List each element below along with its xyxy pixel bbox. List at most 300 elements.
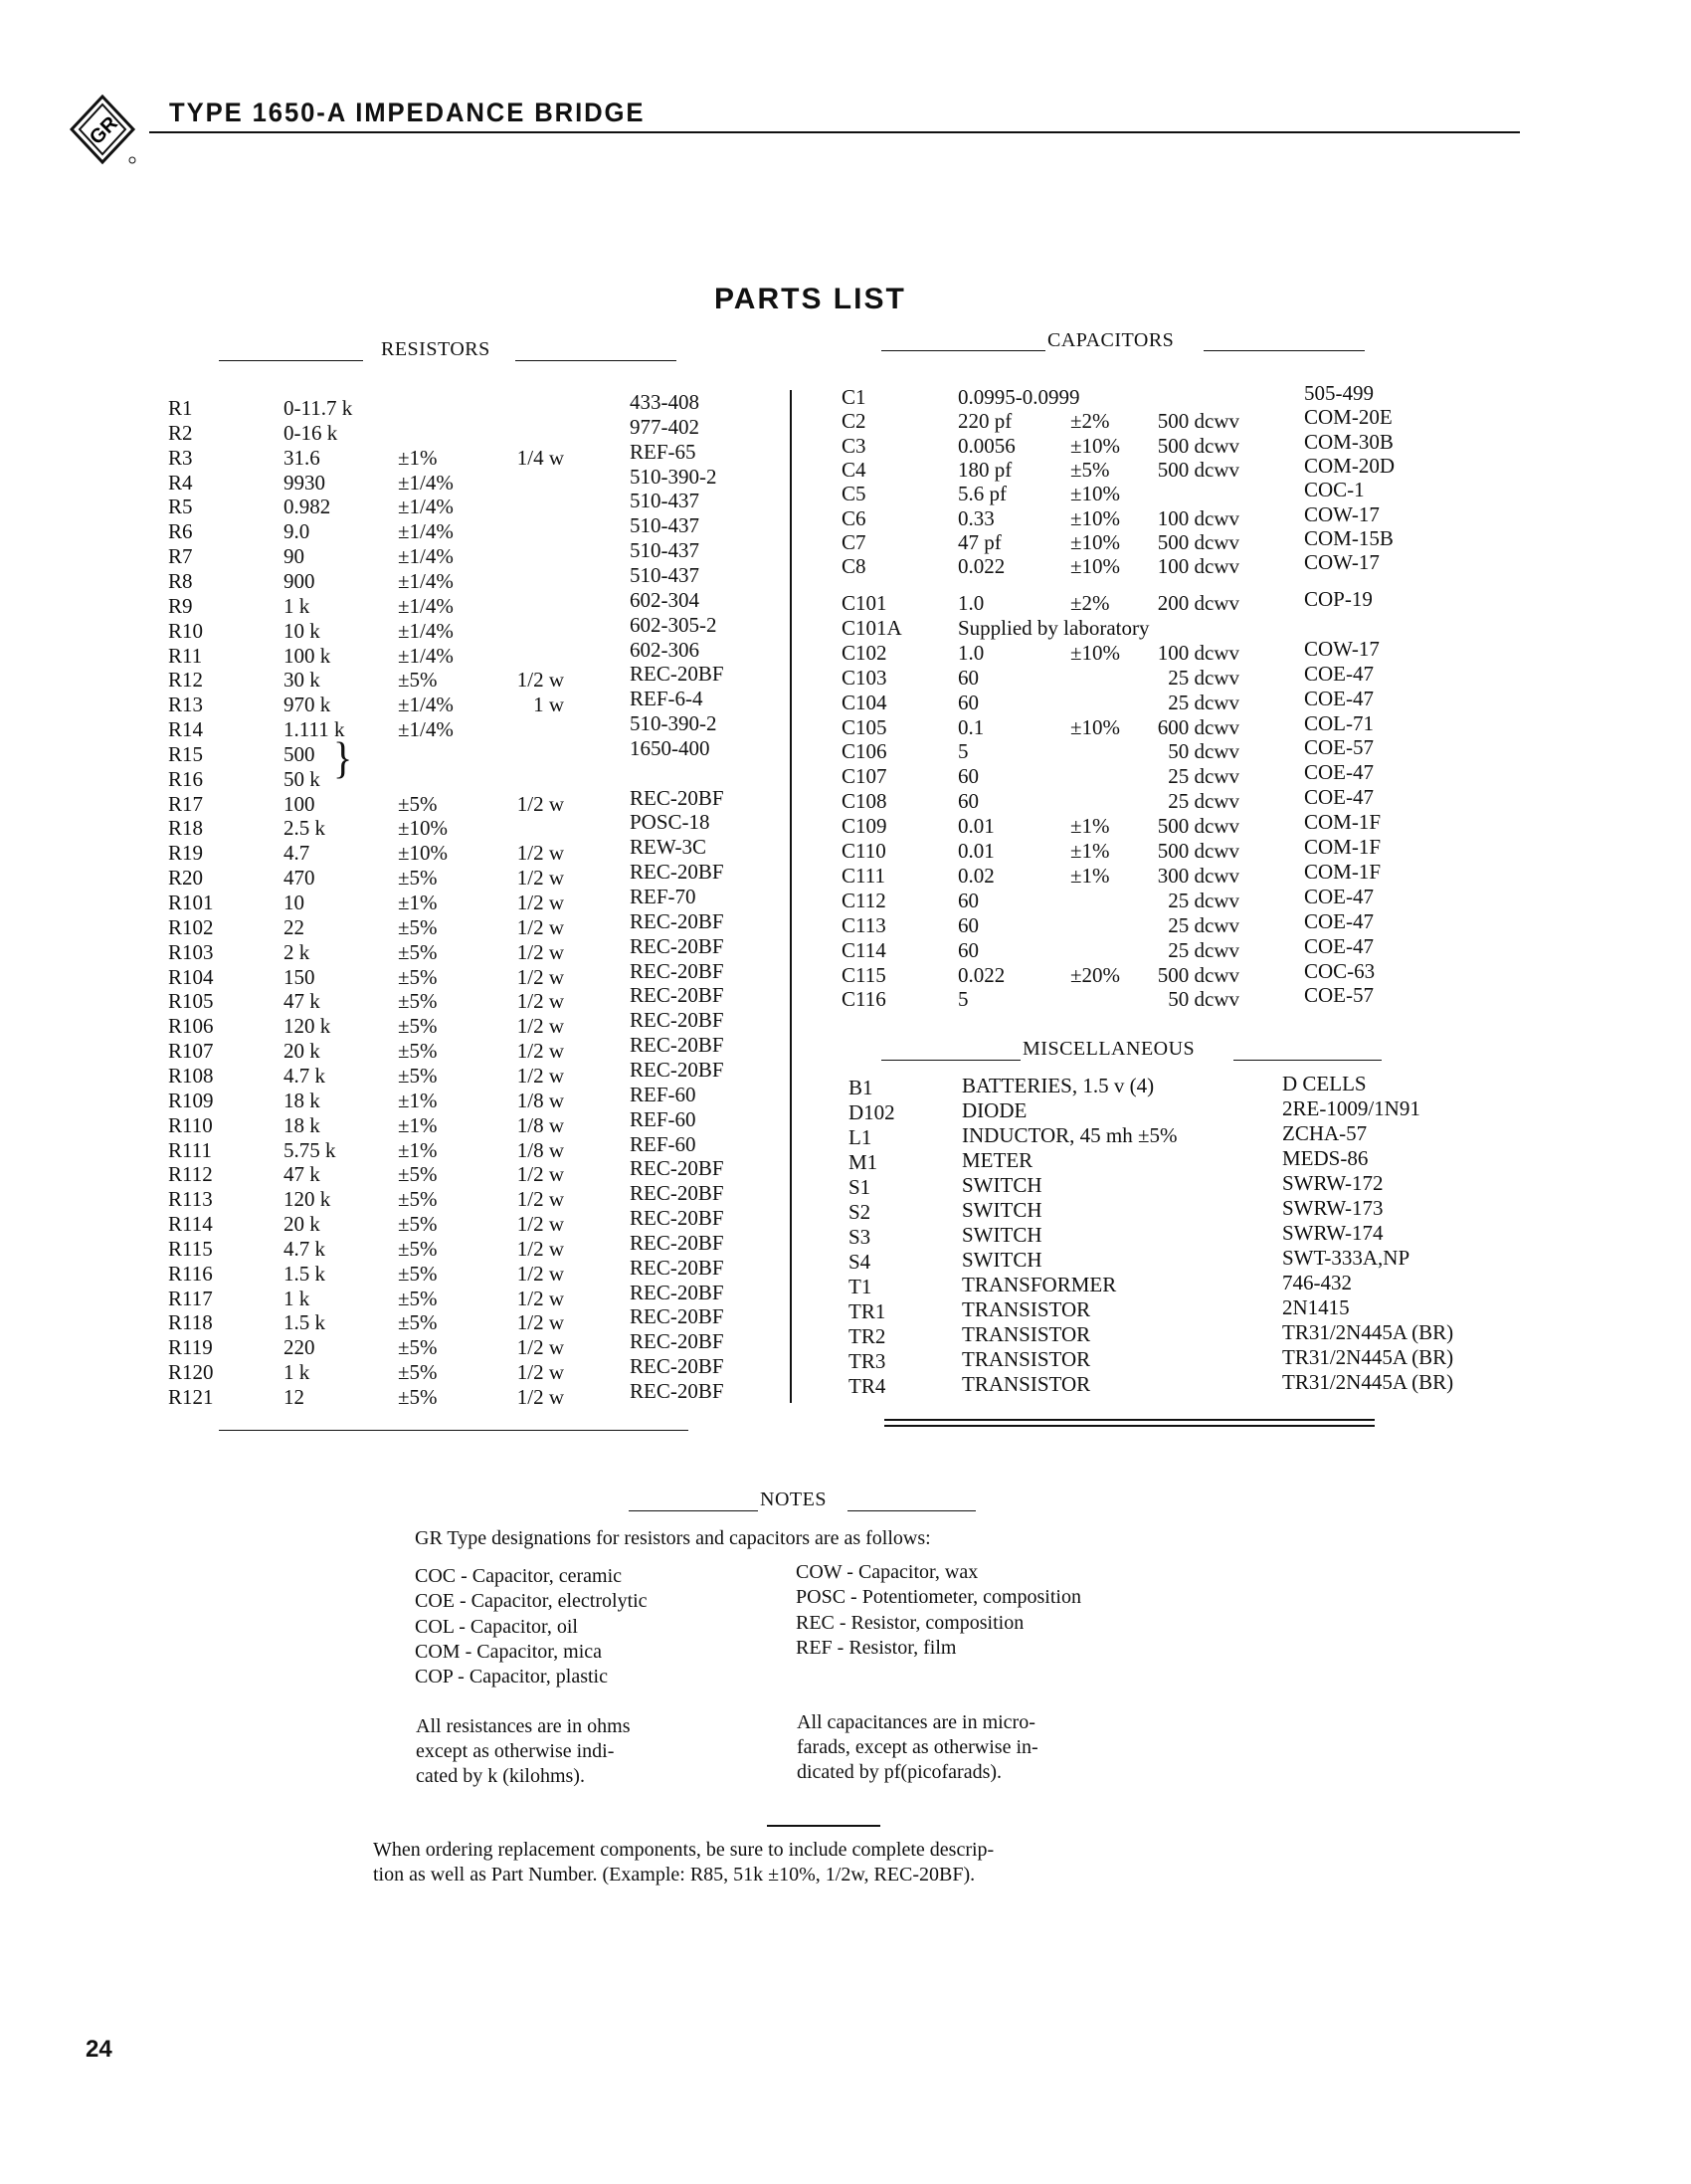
resistor-value: 120 k [283,1187,331,1212]
capacitor-designator: C101A [842,615,902,640]
capacitor-voltage: 25 dcwv [1168,665,1239,690]
divider [515,360,676,361]
resistor-designator: R108 [168,1063,214,1088]
capacitor-voltage: 25 dcwv [1168,789,1239,814]
capacitor-value: 60 [958,764,979,789]
resistor-value: 47 k [283,1162,320,1187]
capacitor-value: 60 [958,912,979,937]
capacitor-tolerance: ±10% [1070,482,1121,506]
resistor-part-number: REC-20BF [630,785,724,810]
capacitor-voltage: 100 dcwv [1157,554,1239,579]
resistor-tolerance: ±5% [398,914,438,939]
resistor-value: 500 [283,741,315,766]
resistor-value: 18 k [283,1112,320,1137]
capacitor-value: 60 [958,690,979,714]
misc-description: SWITCH [962,1173,1042,1197]
resistor-designator: R6 [168,519,193,544]
misc-part-number: D CELLS [1282,1072,1367,1095]
resistor-designator: R14 [168,717,204,742]
capacitor-voltage: 500 dcwv [1157,839,1239,863]
capacitor-value: 0.022 [958,962,1006,987]
resistor-tolerance: ±1/4% [398,470,454,495]
resistor-wattage: 1/2 w [516,1212,564,1237]
misc-part-number: 2RE-1009/1N91 [1282,1096,1420,1120]
capacitor-tolerance: ±5% [1070,457,1110,482]
resistor-wattage: 1/2 w [516,1261,564,1286]
resistor-designator: R11 [168,643,203,668]
resistor-designator: R19 [168,841,204,866]
capacitor-voltage: 100 dcwv [1157,505,1239,530]
resistor-tolerance: ±5% [398,1039,438,1064]
capacitor-designator: C116 [842,987,886,1012]
capacitor-value: 60 [958,789,979,814]
type-definition: COM - Capacitor, mica [415,1640,603,1663]
resistor-designator: R117 [168,1286,213,1310]
resistor-value: 900 [283,568,315,593]
resistor-tolerance: ±1% [398,1088,438,1112]
capacitor-part-number: COP-19 [1304,587,1373,611]
resistor-designator: R104 [168,964,214,989]
capacitor-value: 60 [958,937,979,962]
capacitor-value: 0.0995-0.0999 [958,385,1080,409]
capacitor-voltage: 500 dcwv [1157,433,1239,458]
resistor-value: 0-16 k [283,420,338,445]
capacitor-designator: C101 [842,591,887,615]
resistor-part-number: REC-20BF [630,1156,724,1181]
capacitor-tolerance: ±10% [1070,554,1121,579]
resistor-wattage: 1/2 w [516,891,564,914]
type-definition: COE - Capacitor, electrolytic [415,1590,648,1613]
resistor-designator: R115 [168,1236,213,1261]
resistor-tolerance: ±1% [398,1112,438,1137]
resistor-part-number: REC-20BF [630,1181,724,1206]
capacitor-tolerance: ±10% [1070,529,1121,554]
resistor-designator: R112 [168,1162,213,1187]
capacitor-part-number: COM-20D [1304,453,1396,478]
resistor-part-number: REC-20BF [630,860,724,885]
capacitor-designator: C4 [842,457,866,482]
capacitor-part-number: COC-63 [1304,958,1376,983]
capacitor-value: 0.01 [958,814,995,839]
resistor-value: 2 k [283,939,310,964]
capacitor-part-number: COM-20E [1304,405,1393,430]
capacitor-part-number: COM-1F [1304,810,1382,835]
resistor-value: 10 k [283,618,320,643]
misc-part-number: SWRW-172 [1282,1171,1384,1195]
misc-description: TRANSISTOR [962,1372,1091,1396]
misc-designator: S1 [848,1175,871,1199]
capacitor-voltage: 25 dcwv [1168,937,1239,962]
resistor-value: 50 k [283,766,320,791]
capacitor-designator: C114 [842,937,886,962]
misc-part-number: TR31/2N445A (BR) [1282,1345,1454,1369]
resistor-tolerance: ±5% [398,866,438,891]
divider [881,1060,1021,1061]
resistor-value: 18 k [283,1088,320,1112]
resistor-value: 5.75 k [283,1137,336,1162]
capacitor-part-number: COE-47 [1304,908,1374,933]
resistor-value: 220 [283,1335,315,1360]
capacitor-tolerance: ±10% [1070,433,1121,458]
capacitor-voltage: 25 dcwv [1168,912,1239,937]
capacitor-tolerance: ±2% [1070,591,1110,615]
capacitor-voltage: 200 dcwv [1157,591,1239,615]
capacitor-designator: C6 [842,505,866,530]
resistor-wattage: 1/2 w [516,914,564,939]
capacitor-part-number: COE-47 [1304,884,1374,908]
capacitor-voltage: 500 dcwv [1157,962,1239,987]
notes-heading: NOTES [760,1489,827,1510]
capacitor-voltage: 50 dcwv [1168,987,1239,1012]
misc-part-number: SWRW-173 [1282,1196,1384,1220]
resistor-part-number: 510-437 [630,489,699,513]
resistor-part-number: 433-408 [630,390,699,414]
capacitor-part-number: COE-57 [1304,983,1374,1008]
resistor-part-number: REF-6-4 [630,687,703,711]
capacitor-voltage: 500 dcwv [1157,529,1239,554]
resistor-part-number: 1650-400 [630,735,710,760]
resistor-wattage: 1/2 w [516,866,564,891]
capacitor-part-number: 505-499 [1304,381,1374,405]
resistor-tolerance: ±1/4% [398,618,454,643]
resistor-value: 12 [283,1385,304,1409]
resistor-tolerance: ±5% [398,1162,438,1187]
resistor-designator: R103 [168,939,214,964]
resistor-designator: R9 [168,593,193,618]
brace-icon: } [333,732,353,783]
resistor-tolerance: ±1/4% [398,495,454,519]
capacitor-designator: C113 [842,912,886,937]
resistor-value: 150 [283,964,315,989]
misc-description: TRANSISTOR [962,1322,1091,1346]
resistance-note-line: All resistances are in ohms [416,1715,631,1737]
resistor-designator: R120 [168,1360,214,1385]
capacitor-designator: C115 [842,962,886,987]
resistor-part-number: REW-3C [630,835,706,860]
resistor-designator: R102 [168,914,214,939]
capacitor-value: 0.022 [958,554,1006,579]
resistor-tolerance: ±5% [398,1063,438,1088]
resistor-part-number: REC-20BF [630,1255,724,1280]
capacitor-part-number: COE-47 [1304,760,1374,785]
misc-designator: D102 [848,1100,895,1124]
resistor-designator: R10 [168,618,204,643]
resistor-value: 100 [283,791,315,816]
double-rule-bottom [884,1425,1375,1427]
misc-part-number: TR31/2N445A (BR) [1282,1320,1454,1344]
document-title: TYPE 1650-A IMPEDANCE BRIDGE [169,98,646,127]
capacitor-voltage: 50 dcwv [1168,739,1239,764]
resistor-tolerance: ±1/4% [398,717,454,742]
type-definition: COW - Capacitor, wax [796,1561,979,1583]
type-definition: REC - Resistor, composition [796,1611,1025,1634]
capacitor-part-number: COW-17 [1304,550,1380,575]
resistor-part-number: REC-20BF [630,1033,724,1058]
resistor-designator: R18 [168,816,204,841]
misc-description: SWITCH [962,1198,1042,1222]
capacitor-part-number: COE-47 [1304,661,1374,686]
resistor-designator: R107 [168,1039,214,1064]
capacitor-voltage: 500 dcwv [1157,814,1239,839]
capacitor-part-number: COM-30B [1304,429,1394,454]
capacitance-note-line: dicated by pf(picofarads). [797,1761,1003,1783]
capacitor-value: 0.02 [958,863,995,888]
resistor-value: 2.5 k [283,816,325,841]
resistor-wattage: 1/2 w [516,1063,564,1088]
capacitor-value: 60 [958,888,979,912]
resistor-designator: R15 [168,741,204,766]
capacitance-note-line: All capacitances are in micro- [797,1711,1035,1733]
resistor-part-number: REF-70 [630,885,696,908]
capacitor-part-number: COE-57 [1304,735,1374,760]
misc-description: TRANSFORMER [962,1273,1117,1296]
resistor-designator: R119 [168,1335,213,1360]
resistor-part-number: 510-437 [630,513,699,538]
resistor-designator: R121 [168,1385,214,1409]
capacitor-designator: C5 [842,482,866,506]
resistor-value: 9.0 [283,519,310,544]
resistor-designator: R8 [168,568,193,593]
misc-designator: TR1 [848,1299,886,1323]
resistor-tolerance: ±5% [398,791,438,816]
page-title: PARTS LIST [714,283,906,315]
capacitor-part-number: COM-1F [1304,835,1382,859]
resistor-designator: R109 [168,1088,214,1112]
svg-text:GR: GR [86,112,122,149]
capacitor-value: 180 pf [958,457,1013,482]
miscellaneous-heading: MISCELLANEOUS [1023,1038,1196,1060]
misc-description: SWITCH [962,1223,1042,1247]
resistor-part-number: REC-20BF [630,1329,724,1354]
resistor-tolerance: ±5% [398,1187,438,1212]
short-rule [767,1825,880,1827]
capacitor-value: 60 [958,665,979,690]
resistor-part-number: REC-20BF [630,958,724,983]
capacitor-value: Supplied by laboratory [958,615,1150,640]
capacitor-value: 0.01 [958,839,995,863]
misc-part-number: MEDS-86 [1282,1146,1369,1170]
capacitor-tolerance: ±1% [1070,863,1110,888]
resistor-wattage: 1/2 w [516,668,564,693]
resistor-part-number: 602-306 [630,637,699,662]
misc-designator: TR4 [848,1374,886,1398]
capacitor-part-number: COM-1F [1304,859,1382,884]
resistor-designator: R20 [168,866,204,891]
resistor-wattage: 1/2 w [516,1310,564,1335]
capacitor-designator: C1 [842,385,866,409]
resistor-value: 20 k [283,1039,320,1064]
misc-part-number: SWRW-174 [1282,1221,1384,1245]
resistor-designator: R4 [168,470,193,495]
resistor-part-number: 977-402 [630,414,699,439]
resistor-value: 30 k [283,668,320,693]
resistor-tolerance: ±1/4% [398,693,454,717]
resistor-tolerance: ±1% [398,1137,438,1162]
resistor-value: 1.5 k [283,1310,325,1335]
resistor-designator: R13 [168,693,204,717]
resistor-value: 90 [283,544,304,569]
resistor-part-number: REC-20BF [630,1057,724,1082]
double-rule-top [884,1419,1375,1421]
misc-designator: M1 [848,1150,878,1174]
resistor-designator: R3 [168,445,193,470]
misc-designator: T1 [848,1275,872,1298]
capacitor-part-number: COW-17 [1304,636,1380,661]
resistance-note-line: except as otherwise indi- [416,1740,615,1762]
column-divider [790,390,792,1403]
resistor-wattage: 1/2 w [516,1014,564,1039]
misc-part-number: ZCHA-57 [1282,1121,1368,1145]
resistor-tolerance: ±1% [398,891,438,914]
resistor-wattage: 1/2 w [516,1360,564,1385]
ordering-note-line: tion as well as Part Number. (Example: R85, 51k ±10%, 1/2w, REC-20BF). [373,1864,976,1886]
resistor-tolerance: ±1% [398,445,438,470]
resistor-tolerance: ±1/4% [398,643,454,668]
capacitor-value: 0.0056 [958,433,1016,458]
misc-part-number: TR31/2N445A (BR) [1282,1370,1454,1394]
divider [1233,1060,1382,1061]
misc-description: TRANSISTOR [962,1297,1091,1321]
misc-description: INDUCTOR, 45 mh ±5% [962,1123,1178,1147]
resistor-tolerance: ±5% [398,1261,438,1286]
resistor-wattage: 1/2 w [516,939,564,964]
resistor-tolerance: ±1/4% [398,519,454,544]
capacitor-value: 1.0 [958,591,985,615]
resistor-designator: R5 [168,495,193,519]
capacitor-part-number: COL-71 [1304,710,1374,735]
type-definition: COP - Capacitor, plastic [415,1666,608,1688]
page-number: 24 [86,2036,112,2063]
resistor-designator: R116 [168,1261,213,1286]
resistor-tolerance: ±5% [398,964,438,989]
resistor-part-number: REC-20BF [630,1354,724,1379]
capacitor-part-number: COE-47 [1304,933,1374,958]
resistor-value: 47 k [283,989,320,1014]
capacitor-tolerance: ±2% [1070,409,1110,434]
capacitor-part-number: COM-15B [1304,525,1394,550]
resistor-wattage: 1/2 w [516,1236,564,1261]
capacitor-designator: C3 [842,433,866,458]
capacitor-designator: C106 [842,739,887,764]
resistor-tolerance: ±5% [398,939,438,964]
resistor-tolerance: ±5% [398,1310,438,1335]
capacitor-tolerance: ±1% [1070,814,1110,839]
resistor-tolerance: ±5% [398,1236,438,1261]
capacitance-note-line: farads, except as otherwise in- [797,1736,1038,1758]
capacitor-designator: C110 [842,839,886,863]
capacitor-tolerance: ±1% [1070,839,1110,863]
divider [1204,350,1365,351]
resistor-tolerance: ±1/4% [398,544,454,569]
resistor-value: 120 k [283,1014,331,1039]
misc-description: DIODE [962,1098,1028,1122]
capacitor-value: 5 [958,987,969,1012]
resistor-value: 100 k [283,643,331,668]
capacitor-value: 5.6 pf [958,482,1007,506]
resistor-designator: R101 [168,891,214,914]
resistor-tolerance: ±5% [398,1385,438,1409]
resistor-value: 1 k [283,1286,310,1310]
resistor-designator: R110 [168,1112,213,1137]
resistor-value: 470 [283,866,315,891]
resistor-wattage: 1/8 w [516,1088,564,1112]
capacitor-designator: C111 [842,863,885,888]
resistor-value: 0.982 [283,495,331,519]
resistor-value: 1 k [283,1360,310,1385]
capacitor-designator: C104 [842,690,887,714]
capacitor-voltage: 25 dcwv [1168,690,1239,714]
capacitor-tolerance: ±10% [1070,505,1121,530]
capacitor-voltage: 25 dcwv [1168,764,1239,789]
resistor-part-number: REC-20BF [630,662,724,687]
resistor-value: 1.5 k [283,1261,325,1286]
resistor-designator: R17 [168,791,204,816]
resistor-value: 4.7 k [283,1236,325,1261]
capacitor-value: 5 [958,739,969,764]
resistor-wattage: 1/2 w [516,1187,564,1212]
resistor-value: 970 k [283,693,331,717]
resistor-wattage: 1/2 w [516,989,564,1014]
misc-designator: B1 [848,1076,873,1099]
resistor-tolerance: ±10% [398,816,449,841]
resistor-part-number: REF-60 [630,1082,696,1106]
notes-intro: GR Type designations for resistors and capacitors are as follows: [415,1527,931,1549]
capacitor-voltage: 100 dcwv [1157,640,1239,665]
resistor-part-number: 510-437 [630,538,699,563]
misc-part-number: SWT-333A,NP [1282,1246,1410,1270]
capacitor-tolerance: ±20% [1070,962,1121,987]
capacitor-designator: C112 [842,888,886,912]
resistor-tolerance: ±5% [398,1014,438,1039]
resistor-part-number: REC-20BF [630,983,724,1008]
resistor-wattage: 1/2 w [516,1335,564,1360]
resistor-designator: R111 [168,1137,212,1162]
divider [847,1510,976,1511]
resistors-bottom-rule [219,1430,688,1431]
resistor-tolerance: ±10% [398,841,449,866]
resistor-designator: R114 [168,1212,213,1237]
resistor-value: 1.111 k [283,717,345,742]
resistor-designator: R105 [168,989,214,1014]
capacitor-part-number: COE-47 [1304,785,1374,810]
resistors-heading: RESISTORS [381,338,490,360]
resistor-tolerance: ±5% [398,1286,438,1310]
resistor-designator: R118 [168,1310,213,1335]
capacitor-value: 0.1 [958,714,985,739]
header-rule [149,131,1520,133]
capacitor-part-number: COE-47 [1304,686,1374,710]
resistor-value: 1 k [283,593,310,618]
capacitor-voltage: 25 dcwv [1168,888,1239,912]
resistor-wattage: 1/2 w [516,791,564,816]
capacitor-tolerance: ±10% [1070,714,1121,739]
resistor-designator: R106 [168,1014,214,1039]
capacitor-designator: C109 [842,814,887,839]
resistor-wattage: 1/8 w [516,1112,564,1137]
misc-designator: S4 [848,1250,871,1274]
type-definition: REF - Resistor, film [796,1636,957,1659]
resistor-tolerance: ±1/4% [398,593,454,618]
resistor-part-number: REC-20BF [630,1008,724,1033]
capacitor-value: 47 pf [958,529,1002,554]
resistor-part-number: 602-305-2 [630,612,717,637]
misc-designator: S3 [848,1225,871,1249]
resistor-value: 4.7 [283,841,310,866]
misc-part-number: 2N1415 [1282,1295,1350,1319]
type-definition: COL - Capacitor, oil [415,1615,578,1638]
resistor-wattage: 1/4 w [516,445,564,470]
resistor-designator: R2 [168,420,193,445]
